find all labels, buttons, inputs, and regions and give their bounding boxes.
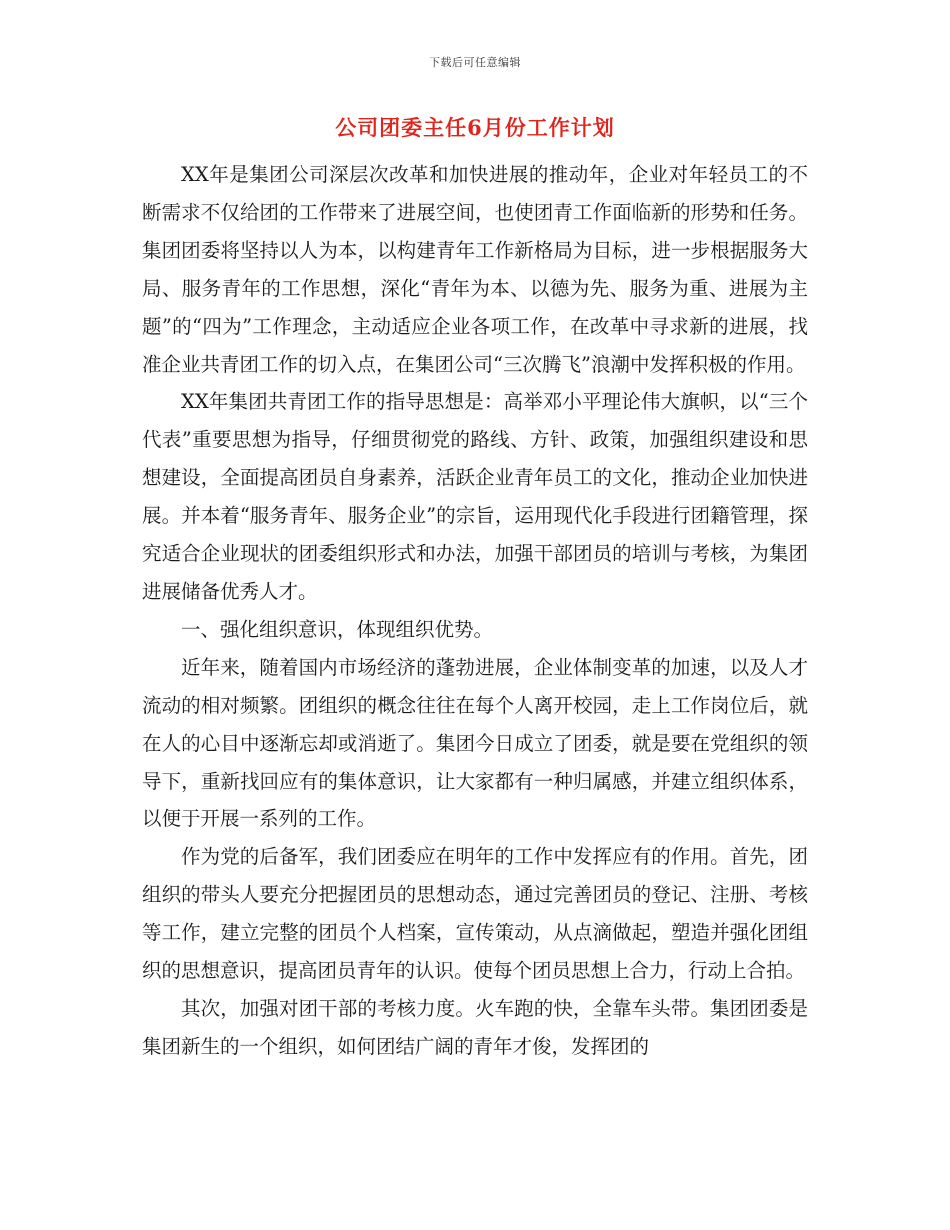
header-note: 下载后可任意编辑: [429, 56, 521, 69]
section-heading-1: 一、强化组织意识，体现组织优势。: [181, 617, 494, 641]
paragraph-intro: XX年是集团公司深层次改革和加快进展的推动年，企业对年轻员工的不断需求不仅给团的工作带来了进展空间，也使团青工作面临新的形势和任务。集团团委将坚持以人为本，以构建青年工作新格局为目标，进一步根据服务大局、服务青年的工作思想，深化“青年为本、以德为先、服务为重、进展为主题”的“四为”工作理念，主动适应企业各项工作，在改革中寻求新的进展，找准企业共青团工作的切入点，在集团公司“三次腾飞”浪潮中发挥积极的作用。: [142, 163, 808, 376]
paragraph-assessment: 其次，加强对团干部的考核力度。火车跑的快，全靠车头带。集团团委是集团新生的一个组织，如何团结广阔的青年才俊，发挥团的: [142, 996, 808, 1058]
document-body: [142, 156, 808, 1066]
paragraph-background: 近年来，随着国内市场经济的蓬勃进展，企业体制变革的加速，以及人才流动的相对频繁。团组织的概念往往在每个人离开校园，走上工作岗位后，就在人的心目中逐渐忘却或消逝了。集团今日成立了团委，就是要在党组织的领导下，重新找回应有的集体意识，让大家都有一种归属感，并建立组织体系，以便于开展一系列的工作。: [142, 655, 808, 831]
document-title: 公司团委主任6月份工作计划: [335, 115, 615, 140]
paragraph-guiding-thought: XX年集团共青团工作的指导思想是：高举邓小平理论伟大旗帜，以“三个代表”重要思想为指导，仔细贯彻党的路线、方针、政策，加强组织建设和思想建设，全面提高团员自身素养，活跃企业青年员工的文化，推动企业加快进展。并本着“服务青年、服务企业”的宗旨，运用现代化手段进行团籍管理，探究适合企业现状的团委组织形式和办法，加强干部团员的培训与考核，为集团进展储备优秀人才。: [142, 390, 808, 603]
paragraph-role: 作为党的后备军，我们团委应在明年的工作中发挥应有的作用。首先，团组织的带头人要充分把握团员的思想动态，通过完善团员的登记、注册、考核等工作，建立完整的团员个人档案，宣传策动，从点滴做起，塑造并强化团组织的思想意识，提高团员青年的认识。使每个团员思想上合力，行动上合拍。: [142, 845, 808, 983]
